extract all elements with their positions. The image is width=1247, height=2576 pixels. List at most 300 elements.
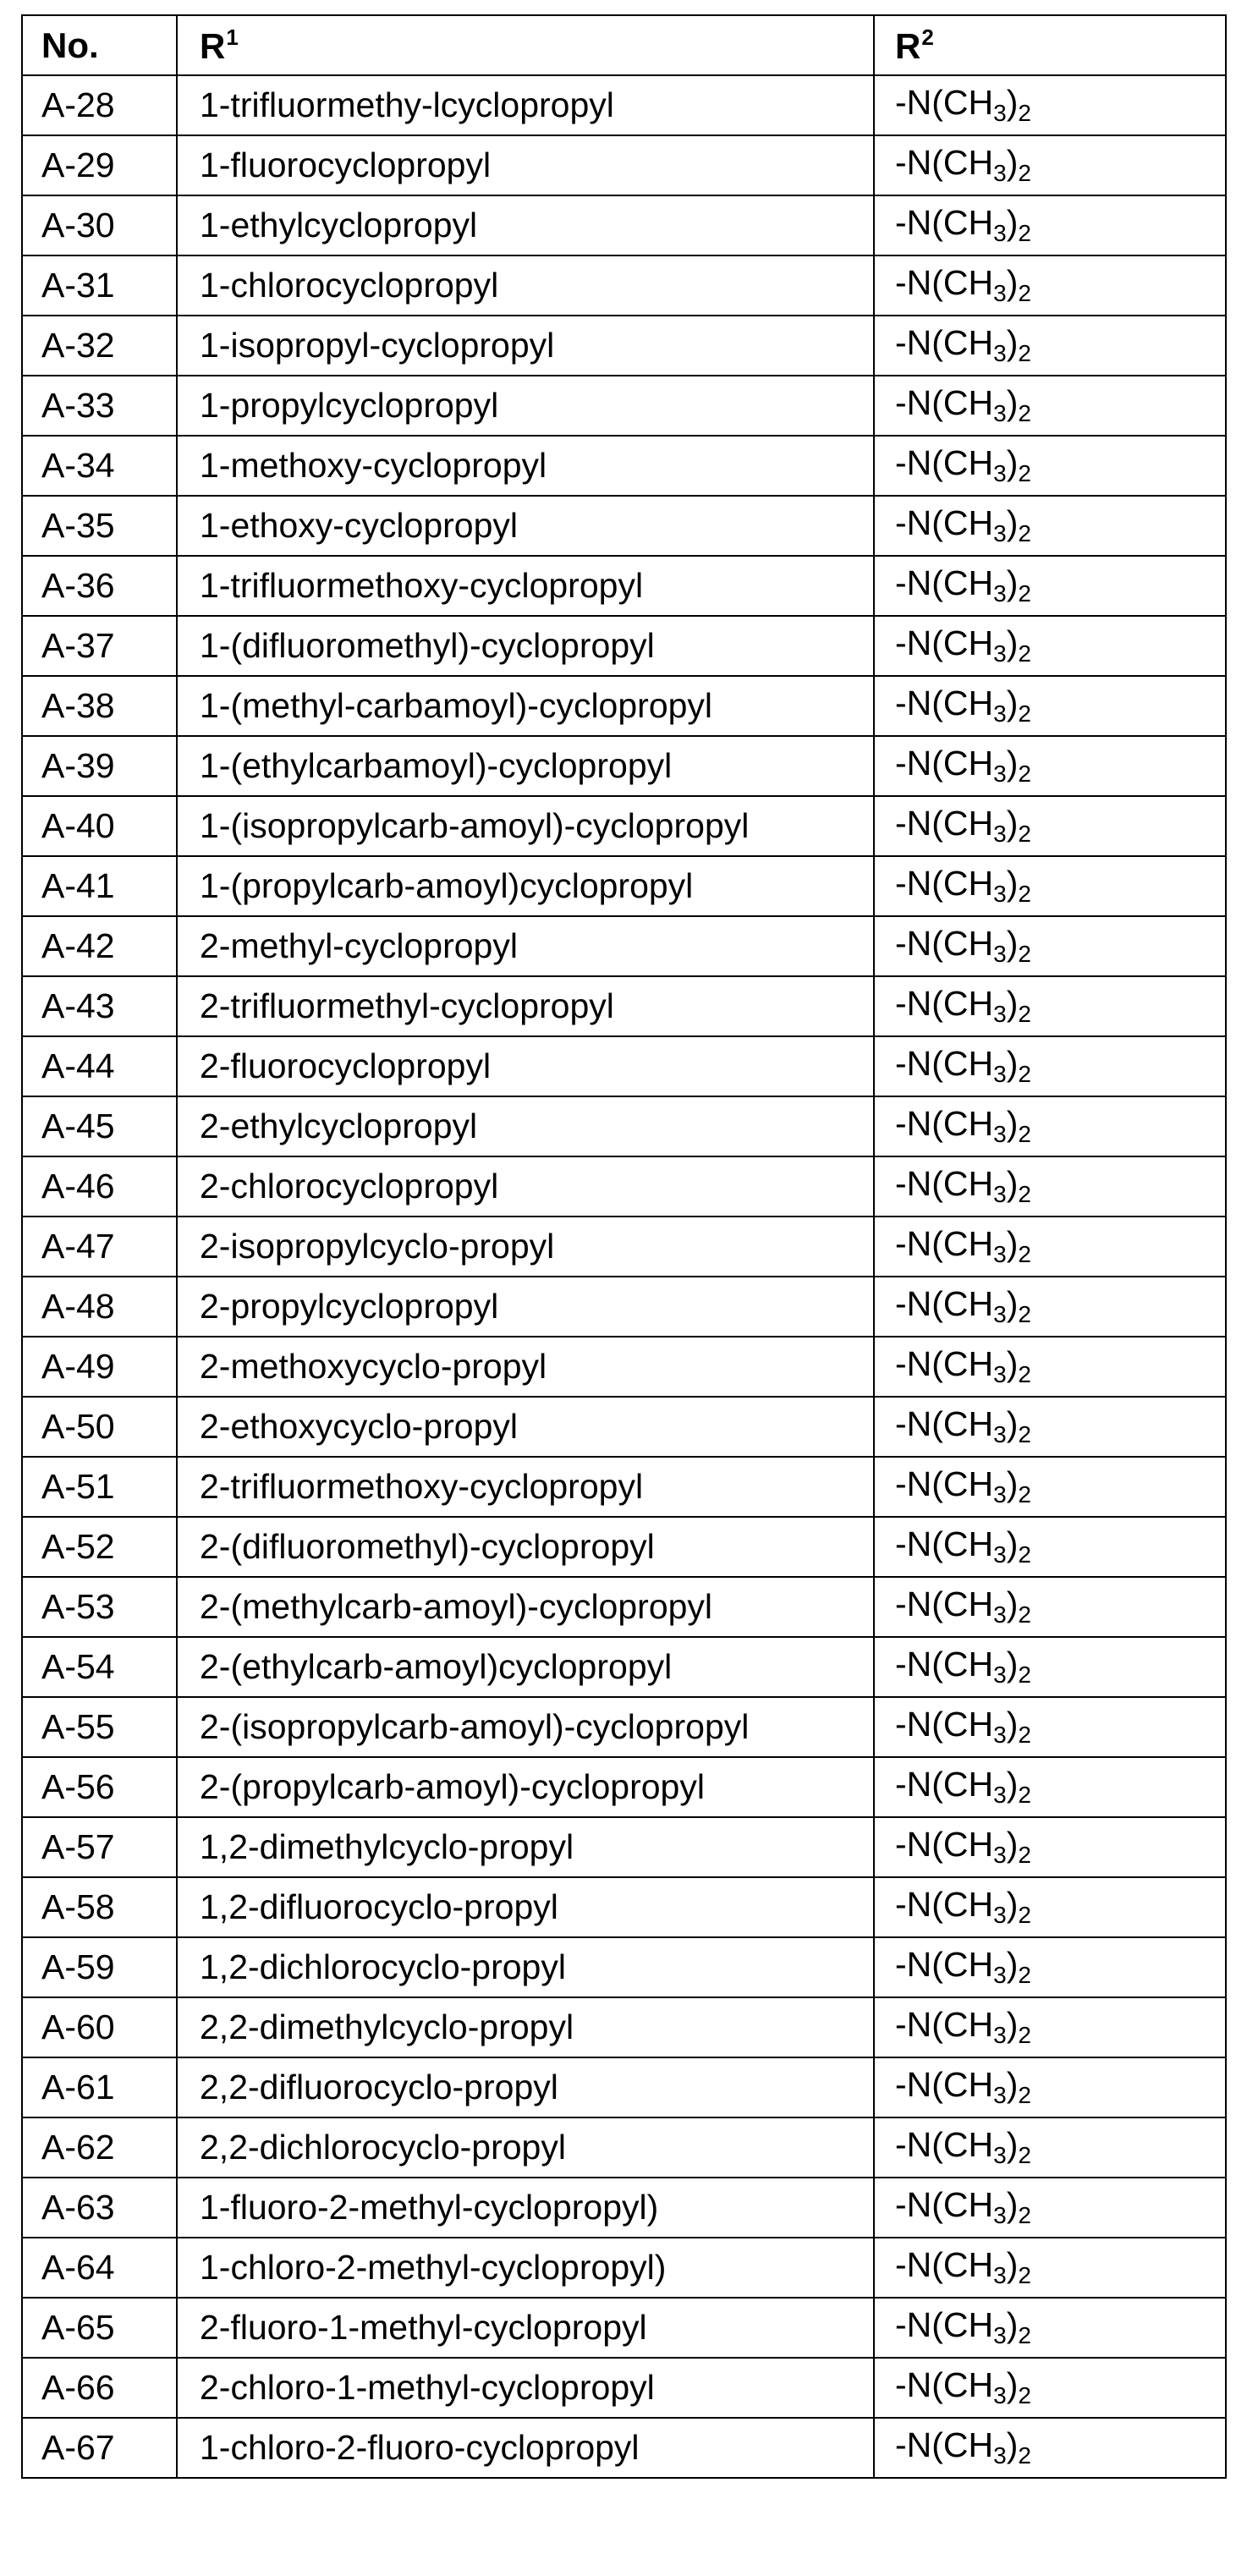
- r2-prefix: -N(CH: [895, 1645, 994, 1683]
- cell-no: A-67: [22, 2418, 177, 2478]
- r2-prefix: -N(CH: [895, 1524, 994, 1563]
- r2-close-paren: ): [1006, 83, 1019, 122]
- cell-r2: [874, 1156, 1226, 1217]
- cell-r1: 2-(difluoromethyl)-cyclopropyl: [177, 1517, 874, 1577]
- r2-subscript-2: 2: [1018, 2082, 1031, 2108]
- cell-no: A-30: [22, 195, 177, 255]
- r2-subscript-2: 2: [1018, 640, 1031, 667]
- r2-close-paren: ): [1006, 684, 1019, 722]
- r2-subscript-3: 3: [993, 2262, 1007, 2288]
- table-row: [22, 1997, 1226, 2057]
- r2-subscript-3: 3: [993, 1902, 1007, 1928]
- table-row: [22, 976, 1226, 1036]
- table-row: [22, 2238, 1226, 2298]
- r2-prefix: -N(CH: [895, 924, 994, 963]
- table-row: [22, 1577, 1226, 1637]
- r2-subscript-3: 3: [993, 761, 1007, 787]
- cell-no: A-31: [22, 255, 177, 316]
- cell-no: A-66: [22, 2358, 177, 2418]
- r2-subscript-2: 2: [1018, 2202, 1031, 2228]
- cell-r2: [874, 1817, 1226, 1877]
- table-header: [22, 15, 1226, 75]
- r2-subscript-3: 3: [993, 460, 1007, 486]
- r2-prefix: -N(CH: [895, 804, 994, 843]
- r2-prefix: -N(CH: [895, 1044, 994, 1083]
- r2-subscript-3: 3: [993, 160, 1007, 186]
- r2-prefix: -N(CH: [895, 143, 994, 182]
- r2-subscript-3: 3: [993, 340, 1007, 366]
- table-row: [22, 1937, 1226, 1997]
- r2-subscript-2: 2: [1018, 340, 1031, 366]
- table-row: [22, 2057, 1226, 2117]
- cell-r1: 1-fluoro-2-methyl-cyclopropyl): [177, 2178, 874, 2238]
- cell-r1: 2-methyl-cyclopropyl: [177, 916, 874, 976]
- r2-subscript-2: 2: [1018, 1541, 1031, 1568]
- r2-prefix: -N(CH: [895, 1344, 994, 1383]
- r2-close-paren: ): [1006, 2245, 1019, 2284]
- cell-no: A-32: [22, 316, 177, 376]
- r2-subscript-2: 2: [1018, 1241, 1031, 1267]
- cell-r1: 2-ethylcyclopropyl: [177, 1096, 874, 1156]
- r2-close-paren: ): [1006, 1044, 1019, 1083]
- r2-close-paren: ): [1006, 924, 1019, 963]
- r2-close-paren: ): [1006, 143, 1019, 182]
- cell-r1: 1-fluorocyclopropyl: [177, 135, 874, 195]
- cell-r1: 1,2-dichlorocyclo-propyl: [177, 1937, 874, 1997]
- r2-subscript-3: 3: [993, 1421, 1007, 1447]
- r2-subscript-3: 3: [993, 881, 1007, 907]
- cell-r1: 1-(difluoromethyl)-cyclopropyl: [177, 616, 874, 676]
- cell-r2: [874, 796, 1226, 856]
- r2-subscript-2: 2: [1018, 1842, 1031, 1868]
- table-row: [22, 496, 1226, 556]
- r2-subscript-2: 2: [1018, 160, 1031, 186]
- r2-subscript-3: 3: [993, 2382, 1007, 2408]
- cell-no: A-37: [22, 616, 177, 676]
- cell-r1: 1-methoxy-cyclopropyl: [177, 436, 874, 496]
- header-no: [22, 15, 177, 75]
- cell-no: A-51: [22, 1457, 177, 1517]
- cell-r2: [874, 1697, 1226, 1757]
- r2-subscript-2: 2: [1018, 1902, 1031, 1928]
- cell-r2: [874, 1937, 1226, 1997]
- cell-r2: [874, 1277, 1226, 1337]
- r2-subscript-2: 2: [1018, 1782, 1031, 1808]
- r2-prefix: -N(CH: [895, 1464, 994, 1503]
- r2-close-paren: ): [1006, 1885, 1019, 1924]
- table-row: [22, 2298, 1226, 2358]
- r2-prefix: -N(CH: [895, 1164, 994, 1203]
- r2-close-paren: ): [1006, 1765, 1019, 1804]
- r2-prefix: -N(CH: [895, 2125, 994, 2164]
- cell-r2: [874, 2178, 1226, 2238]
- r2-prefix: -N(CH: [895, 1104, 994, 1143]
- r2-prefix: -N(CH: [895, 263, 994, 302]
- cell-r1: 2-trifluormethoxy-cyclopropyl: [177, 1457, 874, 1517]
- cell-no: A-39: [22, 736, 177, 796]
- cell-r2: [874, 75, 1226, 135]
- cell-r1: 2-methoxycyclo-propyl: [177, 1337, 874, 1397]
- r2-prefix: -N(CH: [895, 2185, 994, 2224]
- cell-r1: 1-propylcyclopropyl: [177, 376, 874, 436]
- cell-r2: [874, 135, 1226, 195]
- r2-prefix: -N(CH: [895, 1945, 994, 1984]
- r2-close-paren: ): [1006, 1645, 1019, 1683]
- r2-prefix: -N(CH: [895, 1705, 994, 1744]
- r2-subscript-2: 2: [1018, 100, 1031, 126]
- r2-prefix: -N(CH: [895, 984, 994, 1023]
- cell-r1: 2-(isopropylcarb-amoyl)-cyclopropyl: [177, 1697, 874, 1757]
- cell-no: A-46: [22, 1156, 177, 1217]
- cell-no: A-58: [22, 1877, 177, 1937]
- table-row: [22, 1397, 1226, 1457]
- r2-subscript-2: 2: [1018, 821, 1031, 847]
- r2-subscript-2: 2: [1018, 2262, 1031, 2288]
- r2-subscript-3: 3: [993, 520, 1007, 547]
- table-row: [22, 736, 1226, 796]
- r2-prefix: -N(CH: [895, 503, 994, 542]
- cell-r1: 2,2-difluorocyclo-propyl: [177, 2057, 874, 2117]
- cell-r2: [874, 2238, 1226, 2298]
- cell-no: A-50: [22, 1397, 177, 1457]
- r2-close-paren: ): [1006, 1164, 1019, 1203]
- compound-table: [21, 14, 1227, 2479]
- table-row: [22, 2418, 1226, 2478]
- r2-subscript-3: 3: [993, 1361, 1007, 1387]
- cell-r1: 1-chloro-2-fluoro-cyclopropyl: [177, 2418, 874, 2478]
- cell-r1: 1-chloro-2-methyl-cyclopropyl): [177, 2238, 874, 2298]
- table-row: [22, 2178, 1226, 2238]
- r2-subscript-2: 2: [1018, 2142, 1031, 2168]
- cell-no: A-53: [22, 1577, 177, 1637]
- r2-subscript-3: 3: [993, 1601, 1007, 1628]
- r2-subscript-2: 2: [1018, 1061, 1031, 1087]
- table-row: [22, 135, 1226, 195]
- cell-no: A-45: [22, 1096, 177, 1156]
- r2-subscript-3: 3: [993, 821, 1007, 847]
- r2-subscript-2: 2: [1018, 1661, 1031, 1688]
- r2-subscript-3: 3: [993, 1782, 1007, 1808]
- r2-close-paren: ): [1006, 203, 1019, 242]
- cell-r1: 2-fluorocyclopropyl: [177, 1036, 874, 1096]
- header-r2: [874, 15, 1226, 75]
- r2-subscript-2: 2: [1018, 700, 1031, 727]
- r2-close-paren: ): [1006, 1404, 1019, 1443]
- r2-subscript-2: 2: [1018, 941, 1031, 967]
- header-row: [22, 15, 1226, 75]
- cell-no: A-35: [22, 496, 177, 556]
- header-r2-superscript: 2: [921, 25, 934, 50]
- cell-r2: [874, 736, 1226, 796]
- cell-no: A-36: [22, 556, 177, 616]
- r2-prefix: -N(CH: [895, 623, 994, 662]
- table-row: [22, 1156, 1226, 1217]
- cell-r2: [874, 195, 1226, 255]
- r2-close-paren: ): [1006, 744, 1019, 783]
- cell-no: A-28: [22, 75, 177, 135]
- cell-r2: [874, 1997, 1226, 2057]
- cell-no: A-62: [22, 2117, 177, 2178]
- r2-close-paren: ): [1006, 1705, 1019, 1744]
- r2-subscript-3: 3: [993, 2442, 1007, 2469]
- r2-close-paren: ): [1006, 503, 1019, 542]
- cell-r2: [874, 1577, 1226, 1637]
- table-body: [22, 75, 1226, 2478]
- cell-r1: 2,2-dimethylcyclo-propyl: [177, 1997, 874, 2057]
- r2-subscript-2: 2: [1018, 2442, 1031, 2469]
- table-row: [22, 1817, 1226, 1877]
- r2-subscript-3: 3: [993, 1962, 1007, 1988]
- r2-subscript-3: 3: [993, 1842, 1007, 1868]
- r2-prefix: -N(CH: [895, 2005, 994, 2044]
- r2-prefix: -N(CH: [895, 2305, 994, 2344]
- table-row: [22, 1757, 1226, 1817]
- cell-no: A-52: [22, 1517, 177, 1577]
- cell-no: A-56: [22, 1757, 177, 1817]
- table-row: [22, 436, 1226, 496]
- r2-close-paren: ): [1006, 1344, 1019, 1383]
- r2-subscript-3: 3: [993, 1181, 1007, 1207]
- cell-r2: [874, 1217, 1226, 1277]
- r2-subscript-2: 2: [1018, 520, 1031, 547]
- table-row: [22, 1277, 1226, 1337]
- cell-r2: [874, 2298, 1226, 2358]
- table-row: [22, 856, 1226, 916]
- r2-prefix: -N(CH: [895, 1224, 994, 1263]
- cell-no: A-38: [22, 676, 177, 736]
- r2-close-paren: ): [1006, 383, 1019, 422]
- cell-r2: [874, 856, 1226, 916]
- table-row: [22, 255, 1226, 316]
- cell-no: A-65: [22, 2298, 177, 2358]
- cell-r1: 2-chlorocyclopropyl: [177, 1156, 874, 1217]
- r2-prefix: -N(CH: [895, 1825, 994, 1864]
- cell-r2: [874, 436, 1226, 496]
- table-row: [22, 1217, 1226, 1277]
- cell-r1: 2,2-dichlorocyclo-propyl: [177, 2117, 874, 2178]
- r2-close-paren: ): [1006, 2065, 1019, 2104]
- r2-subscript-2: 2: [1018, 1361, 1031, 1387]
- table-row: [22, 1877, 1226, 1937]
- table-row: [22, 1637, 1226, 1697]
- cell-r1: 2-(propylcarb-amoyl)-cyclopropyl: [177, 1757, 874, 1817]
- cell-r2: [874, 1877, 1226, 1937]
- cell-no: A-42: [22, 916, 177, 976]
- cell-no: A-43: [22, 976, 177, 1036]
- table-row: [22, 316, 1226, 376]
- cell-r1: 2-(ethylcarb-amoyl)cyclopropyl: [177, 1637, 874, 1697]
- r2-close-paren: ): [1006, 1464, 1019, 1503]
- r2-subscript-3: 3: [993, 2022, 1007, 2048]
- cell-no: A-41: [22, 856, 177, 916]
- r2-subscript-2: 2: [1018, 2382, 1031, 2408]
- r2-close-paren: ): [1006, 1224, 1019, 1263]
- r2-close-paren: ): [1006, 804, 1019, 843]
- cell-no: A-59: [22, 1937, 177, 1997]
- r2-subscript-3: 3: [993, 280, 1007, 306]
- cell-r1: 2-isopropylcyclo-propyl: [177, 1217, 874, 1277]
- r2-subscript-2: 2: [1018, 220, 1031, 246]
- cell-r1: 1-(isopropylcarb-amoyl)-cyclopropyl: [177, 796, 874, 856]
- r2-subscript-3: 3: [993, 700, 1007, 727]
- cell-r1: 1-chlorocyclopropyl: [177, 255, 874, 316]
- table-row: [22, 1036, 1226, 1096]
- r2-close-paren: ): [1006, 263, 1019, 302]
- cell-r2: [874, 255, 1226, 316]
- r2-prefix: -N(CH: [895, 203, 994, 242]
- cell-r2: [874, 556, 1226, 616]
- cell-r2: [874, 376, 1226, 436]
- r2-subscript-2: 2: [1018, 580, 1031, 607]
- cell-r1: 2-trifluormethyl-cyclopropyl: [177, 976, 874, 1036]
- cell-no: A-61: [22, 2057, 177, 2117]
- cell-r1: 1-(ethylcarbamoyl)-cyclopropyl: [177, 736, 874, 796]
- r2-close-paren: ): [1006, 2305, 1019, 2344]
- r2-close-paren: ): [1006, 443, 1019, 482]
- cell-r2: [874, 1517, 1226, 1577]
- r2-subscript-2: 2: [1018, 1962, 1031, 1988]
- r2-subscript-3: 3: [993, 1061, 1007, 1087]
- r2-subscript-3: 3: [993, 640, 1007, 667]
- cell-r2: [874, 1397, 1226, 1457]
- r2-subscript-3: 3: [993, 1541, 1007, 1568]
- table-row: [22, 1697, 1226, 1757]
- cell-r2: [874, 316, 1226, 376]
- r2-close-paren: ): [1006, 563, 1019, 602]
- table-row: [22, 616, 1226, 676]
- cell-r1: 1,2-difluorocyclo-propyl: [177, 1877, 874, 1937]
- r2-subscript-3: 3: [993, 2202, 1007, 2228]
- header-no-label: No.: [41, 25, 99, 65]
- table-row: [22, 2117, 1226, 2178]
- cell-r2: [874, 2057, 1226, 2117]
- r2-prefix: -N(CH: [895, 1404, 994, 1443]
- cell-r1: 1-ethoxy-cyclopropyl: [177, 496, 874, 556]
- cell-r1: 2-fluoro-1-methyl-cyclopropyl: [177, 2298, 874, 2358]
- cell-no: A-54: [22, 1637, 177, 1697]
- r2-prefix: -N(CH: [895, 2065, 994, 2104]
- r2-close-paren: ): [1006, 1945, 1019, 1984]
- cell-no: A-47: [22, 1217, 177, 1277]
- r2-close-paren: ): [1006, 1104, 1019, 1143]
- cell-r1: 1-trifluormethoxy-cyclopropyl: [177, 556, 874, 616]
- r2-subscript-2: 2: [1018, 761, 1031, 787]
- cell-r2: [874, 1096, 1226, 1156]
- cell-r1: 2-chloro-1-methyl-cyclopropyl: [177, 2358, 874, 2418]
- r2-subscript-2: 2: [1018, 1601, 1031, 1628]
- cell-no: A-57: [22, 1817, 177, 1877]
- r2-close-paren: ): [1006, 864, 1019, 903]
- cell-r1: 2-ethoxycyclo-propyl: [177, 1397, 874, 1457]
- r2-subscript-3: 3: [993, 1001, 1007, 1027]
- r2-subscript-3: 3: [993, 1121, 1007, 1147]
- r2-subscript-3: 3: [993, 1241, 1007, 1267]
- cell-no: A-48: [22, 1277, 177, 1337]
- r2-prefix: -N(CH: [895, 563, 994, 602]
- table-row: [22, 676, 1226, 736]
- cell-no: A-55: [22, 1697, 177, 1757]
- cell-r1: 2-propylcyclopropyl: [177, 1277, 874, 1337]
- r2-subscript-3: 3: [993, 1661, 1007, 1688]
- r2-subscript-3: 3: [993, 220, 1007, 246]
- r2-close-paren: ): [1006, 2125, 1019, 2164]
- r2-subscript-2: 2: [1018, 400, 1031, 426]
- table-row: [22, 376, 1226, 436]
- table-row: [22, 195, 1226, 255]
- r2-subscript-2: 2: [1018, 1001, 1031, 1027]
- r2-subscript-2: 2: [1018, 881, 1031, 907]
- r2-subscript-2: 2: [1018, 280, 1031, 306]
- cell-r1: 2-(methylcarb-amoyl)-cyclopropyl: [177, 1577, 874, 1637]
- cell-no: A-44: [22, 1036, 177, 1096]
- table-row: [22, 796, 1226, 856]
- cell-r2: [874, 1457, 1226, 1517]
- cell-r2: [874, 916, 1226, 976]
- cell-r2: [874, 2358, 1226, 2418]
- r2-subscript-3: 3: [993, 2082, 1007, 2108]
- cell-r2: [874, 1036, 1226, 1096]
- r2-prefix: -N(CH: [895, 744, 994, 783]
- header-r1-superscript: 1: [226, 25, 239, 50]
- cell-r2: [874, 976, 1226, 1036]
- r2-close-paren: ): [1006, 2425, 1019, 2464]
- r2-subscript-3: 3: [993, 100, 1007, 126]
- r2-subscript-3: 3: [993, 2322, 1007, 2348]
- r2-prefix: -N(CH: [895, 1585, 994, 1623]
- r2-close-paren: ): [1006, 984, 1019, 1023]
- r2-subscript-2: 2: [1018, 1301, 1031, 1327]
- r2-close-paren: ): [1006, 623, 1019, 662]
- r2-subscript-2: 2: [1018, 1481, 1031, 1508]
- r2-prefix: -N(CH: [895, 2425, 994, 2464]
- r2-subscript-2: 2: [1018, 2022, 1031, 2048]
- cell-r2: [874, 2418, 1226, 2478]
- r2-close-paren: ): [1006, 1585, 1019, 1623]
- r2-close-paren: ): [1006, 323, 1019, 362]
- header-r1: [177, 15, 874, 75]
- cell-r2: [874, 2117, 1226, 2178]
- r2-subscript-2: 2: [1018, 2322, 1031, 2348]
- cell-no: A-64: [22, 2238, 177, 2298]
- r2-prefix: -N(CH: [895, 1885, 994, 1924]
- r2-subscript-2: 2: [1018, 1181, 1031, 1207]
- r2-prefix: -N(CH: [895, 323, 994, 362]
- r2-subscript-3: 3: [993, 580, 1007, 607]
- cell-r2: [874, 1637, 1226, 1697]
- cell-r2: [874, 676, 1226, 736]
- cell-r1: 1-ethylcyclopropyl: [177, 195, 874, 255]
- r2-prefix: -N(CH: [895, 1284, 994, 1323]
- r2-subscript-2: 2: [1018, 1421, 1031, 1447]
- cell-no: A-34: [22, 436, 177, 496]
- cell-no: A-29: [22, 135, 177, 195]
- r2-subscript-2: 2: [1018, 1121, 1031, 1147]
- cell-r2: [874, 616, 1226, 676]
- r2-prefix: -N(CH: [895, 684, 994, 722]
- header-r2-base: R: [895, 26, 921, 66]
- r2-close-paren: ): [1006, 2365, 1019, 2404]
- r2-subscript-3: 3: [993, 941, 1007, 967]
- r2-prefix: -N(CH: [895, 1765, 994, 1804]
- table-row: [22, 75, 1226, 135]
- cell-r2: [874, 496, 1226, 556]
- table-row: [22, 1096, 1226, 1156]
- cell-no: A-40: [22, 796, 177, 856]
- table-row: [22, 1457, 1226, 1517]
- r2-close-paren: ): [1006, 1524, 1019, 1563]
- table-row: [22, 1517, 1226, 1577]
- r2-subscript-2: 2: [1018, 460, 1031, 486]
